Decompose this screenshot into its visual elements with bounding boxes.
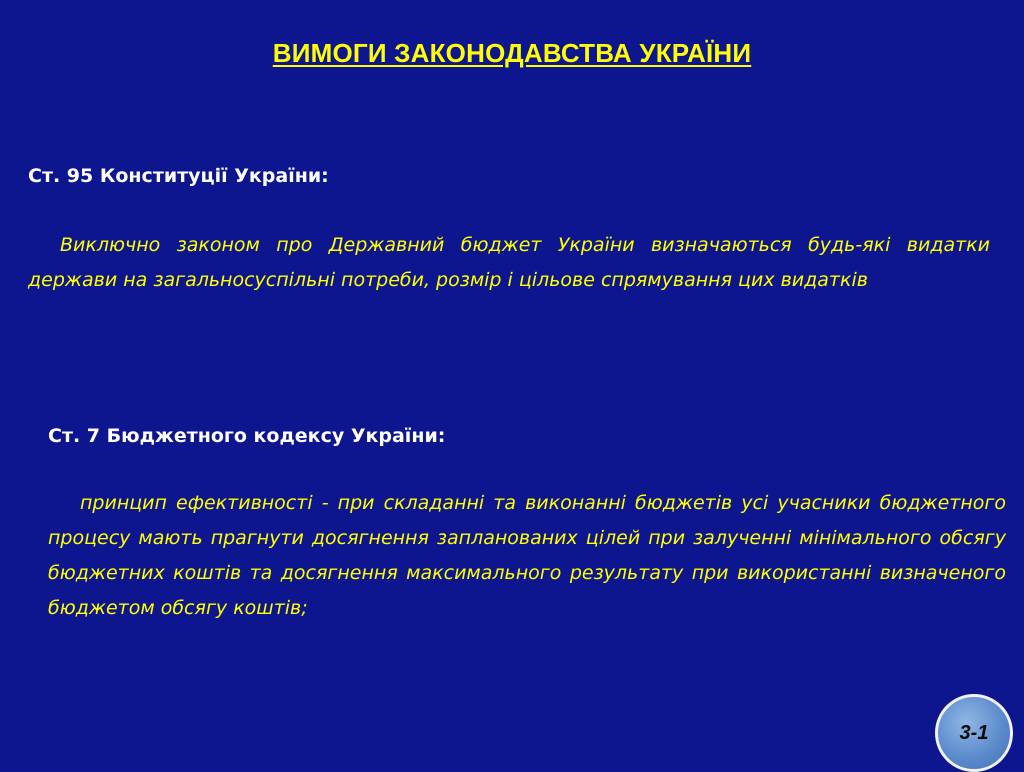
page-number-badge: 3-1: [935, 694, 1013, 772]
section-heading-budget-code: Ст. 7 Бюджетного кодексу України:: [48, 425, 446, 447]
slide-title: ВИМОГИ ЗАКОНОДАВСТВА УКРАЇНИ: [272, 38, 752, 68]
section-heading-constitution: Ст. 95 Конституції України:: [28, 165, 329, 187]
section-text-constitution: Виключно законом про Державний бюджет України визначаються будь-які видатки держави на загальносуспільні потреби, розмір і цільове спрямування цих видатків: [28, 234, 990, 291]
section-text-budget-code: принцип ефективності - при складанні та виконанні бюджетів усі учасники бюджетного процесу мають прагнути досягнення запланованих цілей при залученні мінімального обсягу бюджетних коштів та досягнення максимального результату при використанні визначеного бюджетом обсягу коштів;: [48, 492, 1006, 619]
